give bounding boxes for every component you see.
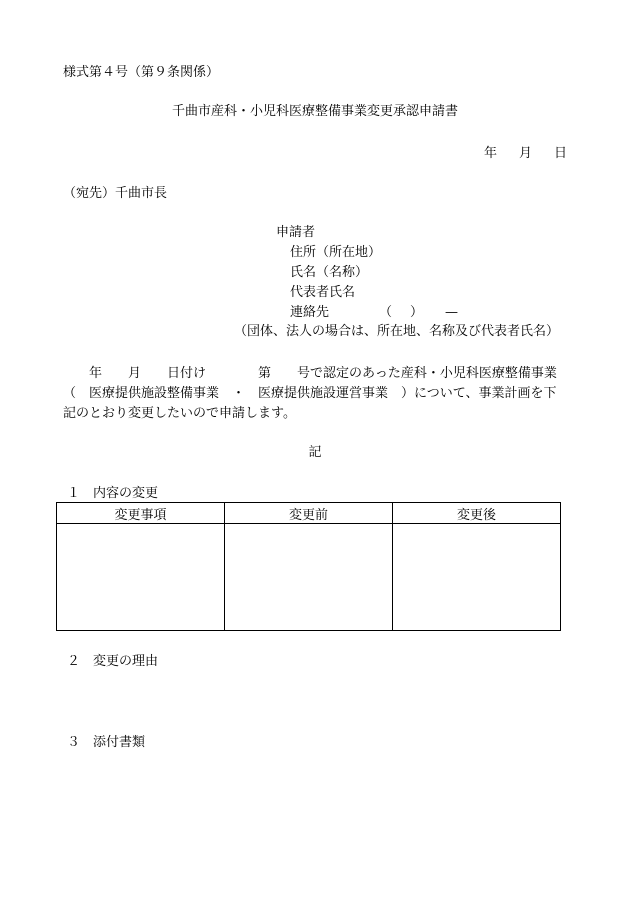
- applicant-note: （団体、法人の場合は、所在地、名称及び代表者氏名）: [233, 324, 559, 339]
- contact-paren-open: （: [379, 305, 393, 320]
- table-row: [57, 524, 561, 631]
- date-month: 月: [518, 146, 532, 161]
- section-2-heading: ２ 変更の理由: [67, 654, 159, 669]
- document-title: 千曲市産科・小児科医療整備事業変更承認申請書: [171, 104, 458, 119]
- section-1-heading: １ 内容の変更: [67, 486, 159, 501]
- column-header: 変更後: [393, 503, 561, 524]
- applicant-heading: 申請者: [276, 225, 316, 240]
- body-line-2: （ 医療提供施設整備事業 ・ 医療提供施設運営事業 ）について、事業計画を下: [63, 386, 557, 401]
- date-line: [484, 146, 567, 162]
- body-line-3: 記のとおり変更したいので申請します。: [63, 406, 296, 421]
- contact-paren-close: ）: [410, 305, 424, 320]
- column-header: 変更事項: [57, 503, 225, 524]
- name-label: 氏名（名称）: [290, 265, 369, 280]
- record-label: 記: [308, 445, 322, 460]
- change-item-cell[interactable]: [57, 524, 225, 631]
- addressee: （宛先）千曲市長: [63, 186, 168, 201]
- address-label: 住所（所在地）: [290, 245, 382, 260]
- table-header-row: [57, 503, 561, 524]
- before-change-cell[interactable]: [225, 524, 393, 631]
- representative-label: 代表者氏名: [290, 285, 356, 300]
- date-year: 年: [483, 146, 497, 161]
- body-paragraph: [63, 364, 568, 424]
- section-3-heading: ３ 添付書類: [67, 735, 146, 750]
- column-header: 変更前: [225, 503, 393, 524]
- changes-table: [56, 502, 561, 631]
- date-day: 日: [553, 146, 567, 161]
- contact-label: 連絡先: [290, 305, 330, 320]
- contact-line: [290, 305, 458, 321]
- body-line-1: 年 月 日付け 第 号で認定のあった産科・小児科医療整備事業: [89, 366, 557, 381]
- form-number: 様式第４号（第９条関係）: [63, 65, 220, 80]
- after-change-cell[interactable]: [393, 524, 561, 631]
- contact-dash: —: [445, 305, 459, 320]
